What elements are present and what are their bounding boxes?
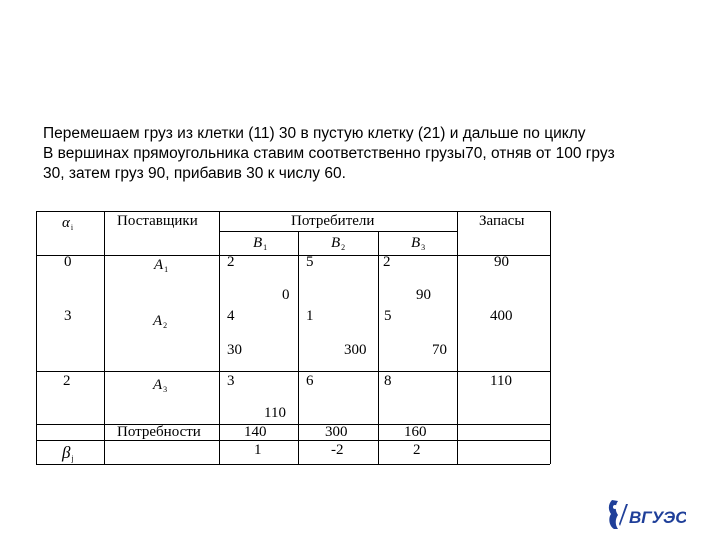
grid-line bbox=[36, 211, 37, 464]
header-b2: $B_2$ bbox=[331, 235, 346, 252]
row2-cost2: 1 bbox=[306, 308, 314, 324]
grid-line bbox=[378, 231, 379, 464]
row1-alloc2: 0 bbox=[282, 287, 290, 303]
grid-line bbox=[104, 211, 105, 464]
row2-alloc3: 70 bbox=[432, 342, 447, 358]
paragraph-line-1: Перемешаем груз из клетки (11) 30 в пустую клетку (21) и дальше по циклу bbox=[43, 125, 586, 142]
grid-line bbox=[36, 371, 550, 372]
beta-b2: -2 bbox=[331, 442, 344, 458]
row1-cost3: 2 bbox=[383, 254, 391, 270]
needs-b3: 160 bbox=[404, 424, 427, 440]
beta-b3: 2 bbox=[413, 442, 421, 458]
needs-b1: 140 bbox=[244, 424, 267, 440]
grid-line bbox=[36, 464, 550, 465]
header-stocks: Запасы bbox=[479, 213, 525, 229]
grid-line bbox=[457, 211, 458, 464]
row2-cost3: 5 bbox=[384, 308, 392, 324]
grid-line bbox=[36, 255, 550, 256]
row2-stock: 400 bbox=[490, 308, 513, 324]
header-b1: $B_1$ bbox=[253, 235, 268, 252]
beta-b1: 1 bbox=[254, 442, 262, 458]
grid-line bbox=[36, 424, 550, 425]
grid-line bbox=[219, 231, 457, 232]
row1-supplier: $A_1$ bbox=[154, 257, 169, 274]
row1-cost1: 2 bbox=[227, 254, 235, 270]
header-alpha: $\alpha_i$ bbox=[62, 215, 74, 232]
row3-cost3: 8 bbox=[384, 373, 392, 389]
row3-alpha: 2 bbox=[63, 373, 71, 389]
row1-alloc3: 90 bbox=[416, 287, 431, 303]
grid-line bbox=[298, 231, 299, 464]
explanation-paragraph bbox=[43, 124, 643, 184]
beta-label: $\beta_j$ bbox=[62, 443, 74, 463]
needs-label: Потребности bbox=[117, 424, 201, 440]
row1-alpha: 0 bbox=[64, 254, 72, 270]
row2-supplier: $A_2$ bbox=[153, 313, 168, 330]
grid-line bbox=[219, 211, 220, 464]
row3-alloc1: 110 bbox=[264, 405, 286, 421]
row3-supplier: $A_3$ bbox=[153, 377, 168, 394]
logo-emblem-icon bbox=[606, 498, 686, 532]
grid-line bbox=[550, 211, 551, 464]
row1-stock: 90 bbox=[494, 254, 509, 270]
row1-cost2: 5 bbox=[306, 254, 314, 270]
row2-alloc1: 30 bbox=[227, 342, 242, 358]
university-logo bbox=[606, 498, 686, 532]
row2-cost1: 4 bbox=[227, 308, 235, 324]
row2-alpha: 3 bbox=[64, 308, 72, 324]
logo-text: ВГУЭС bbox=[629, 508, 686, 527]
needs-b2: 300 bbox=[325, 424, 348, 440]
row2-alloc2: 300 bbox=[344, 342, 367, 358]
header-consumers: Потребители bbox=[291, 213, 375, 229]
row3-stock: 110 bbox=[490, 373, 512, 389]
header-b3: $B_3$ bbox=[411, 235, 426, 252]
grid-line bbox=[36, 440, 550, 441]
paragraph-line-3: 30, затем груз 90, прибавив 30 к числу 60. bbox=[43, 165, 346, 182]
row3-cost2: 6 bbox=[306, 373, 314, 389]
paragraph-line-2: В вершинах прямоугольника ставим соответственно грузы70, отняв от 100 груз bbox=[43, 145, 615, 162]
row3-cost1: 3 bbox=[227, 373, 235, 389]
grid-line bbox=[36, 211, 550, 212]
header-suppliers: Поставщики bbox=[117, 213, 198, 229]
